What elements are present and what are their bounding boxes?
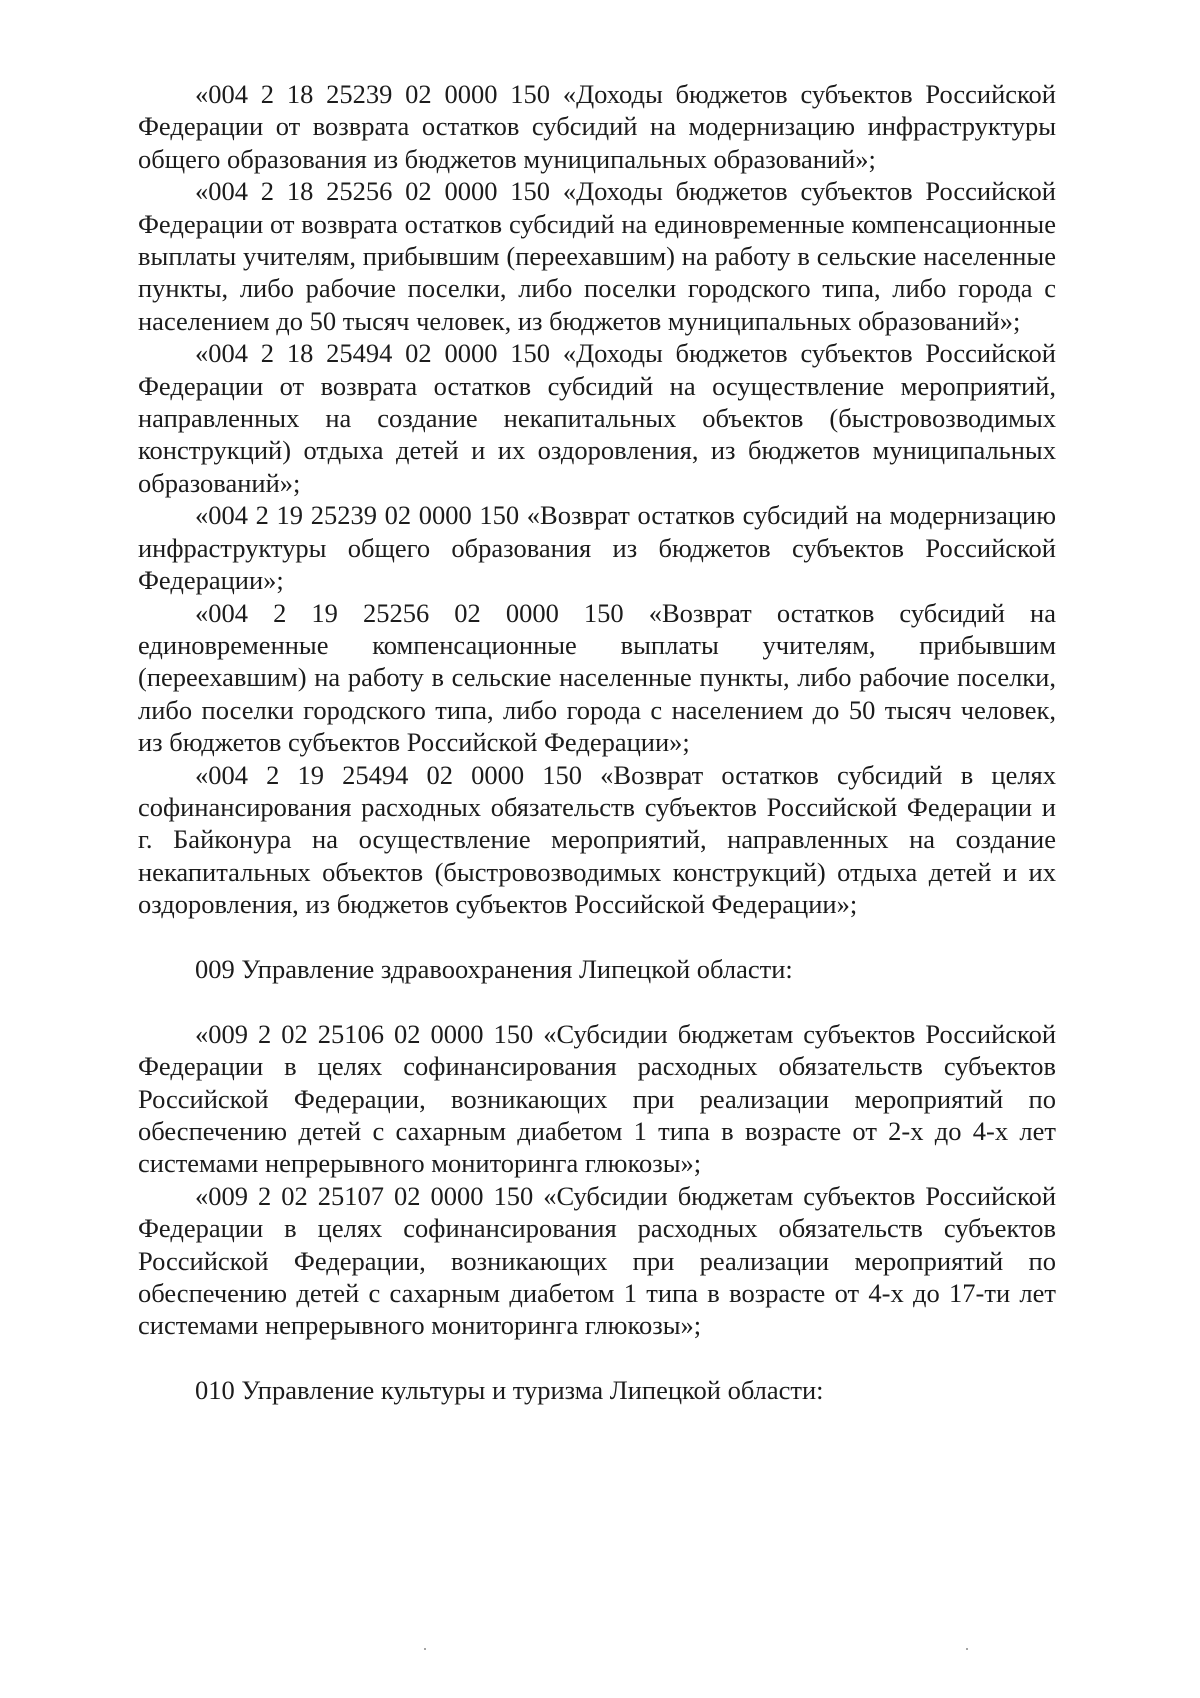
paragraph-004-2-18-25256: «004 2 18 25256 02 0000 150 «Доходы бюджетов субъектов Российской Федерации от возврата остатков субсидий на единовременные компенсационные выплаты учителям, прибывшим (переехавшим) на работу в сельские населенные пункты, либо рабочие поселки, либо поселки городского типа, либо города с населением до 50 тысяч человек, из бюджетов муниципальных образований»; (138, 176, 1056, 336)
paragraph-009-2-02-25106: «009 2 02 25106 02 0000 150 «Субсидии бюджетам субъектов Российской Федерации в целях софинансирования расходных обязательств субъектов Российской Федерации, возникающих при реализации мероприятий по обеспечению детей с сахарным диабетом 1 типа в возрасте от 2-х до 4-х лет системами непрерывного мониторинга глюкозы»; (138, 1018, 1056, 1179)
paragraph-004-2-19-25494: «004 2 19 25494 02 0000 150 «Возврат остатков субсидий в целях софинансирования расходных обязательств субъектов Российской Федерации и г. Байконура на осуществление мероприятий, направленных на создание некапитальных объектов (быстровозводимых конструкций) отдыха детей и их оздоровления, из бюджетов субъектов Российской Федерации»; (138, 759, 1056, 920)
paragraph-004-2-18-25494: «004 2 18 25494 02 0000 150 «Доходы бюджетов субъектов Российской Федерации от возврата остатков субсидий на осуществление мероприятий, направленных на создание некапитальных объектов (быстровозводимых конструкций) отдыха детей и их оздоровления, из бюджетов муниципальных образований»; (138, 338, 1056, 498)
spacer (138, 1342, 1056, 1374)
paragraph-004-2-19-25239: «004 2 19 25239 02 0000 150 «Возврат остатков субсидий на модернизацию инфраструктуры общего образования из бюджетов субъектов Российской Федерации»; (138, 500, 1056, 596)
paragraph-009-2-02-25107: «009 2 02 25107 02 0000 150 «Субсидии бюджетам субъектов Российской Федерации в целях софинансирования расходных обязательств субъектов Российской Федерации, возникающих при реализации мероприятий по обеспечению детей с сахарным диабетом 1 типа в возрасте от 4-х до 17-ти лет системами непрерывного мониторинга глюкозы»; (138, 1180, 1056, 1341)
scan-speck (424, 1648, 426, 1650)
spacer (138, 921, 1056, 953)
spacer (138, 985, 1056, 1017)
scan-speck (966, 1648, 968, 1650)
paragraph-004-2-18-25239: «004 2 18 25239 02 0000 150 «Доходы бюджетов субъектов Российской Федерации от возврата остатков субсидий на модернизацию инфраструктуры общего образования из бюджетов муниципальных образований»; (138, 79, 1056, 174)
heading-009: 009 Управление здравоохранения Липецкой области: (195, 953, 793, 984)
heading-010: 010 Управление культуры и туризма Липецкой области: (195, 1375, 824, 1406)
document-page (138, 78, 1056, 1407)
paragraph-004-2-19-25256: «004 2 19 25256 02 0000 150 «Возврат остатков субсидий на единовременные компенсационные выплаты учителям, прибывшим (переехавшим) на работу в сельские населенные пункты, либо рабочие поселки, либо поселки городского типа, либо города с населением до 50 тысяч человек, из бюджетов субъектов Российской Федерации»; (138, 597, 1056, 758)
